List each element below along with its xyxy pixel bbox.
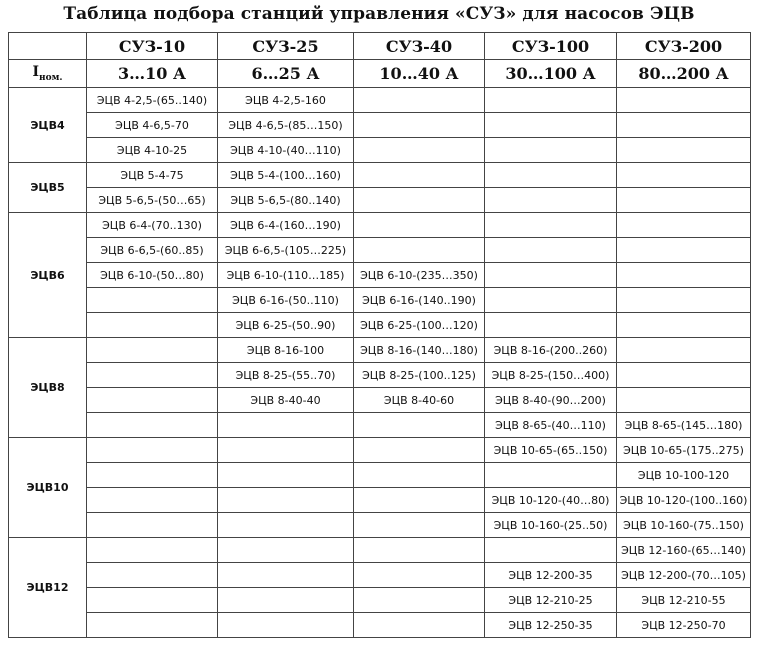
pump-variant-cell: ЭЦВ 6-10-(235…350) [354,263,485,288]
pump-variant-cell: ЭЦВ 12-250-35 [485,613,617,638]
table-row [9,613,751,638]
current-range-header: 30…100 А [485,60,617,88]
pump-variant-cell: ЭЦВ 12-210-25 [485,588,617,613]
table-row [9,138,751,163]
pump-variant-cell [485,238,617,263]
pump-variant-cell [485,188,617,213]
table-row [9,513,751,538]
table-row [9,88,751,113]
pump-variant-cell [354,238,485,263]
station-header: СУЗ-100 [485,33,617,60]
table-row [9,563,751,588]
pump-variant-cell [617,238,751,263]
nominal-current-label: $I_{ном.}$ [9,60,87,88]
pump-variant-cell: ЭЦВ 4-10-(40…110) [218,138,354,163]
table-row [9,588,751,613]
station-header: СУЗ-25 [218,33,354,60]
pump-model-cell: ЭЦВ5 [9,163,87,213]
pump-variant-cell: ЭЦВ 6-4-(160…190) [218,213,354,238]
pump-variant-cell: ЭЦВ 5-6,5-(80..140) [218,188,354,213]
table-row [9,488,751,513]
table-row [9,313,751,338]
pump-variant-cell: ЭЦВ 8-16-(200..260) [485,338,617,363]
pump-variant-cell: ЭЦВ 4-2,5-(65..140) [87,88,218,113]
pump-variant-cell: ЭЦВ 4-6,5-(85…150) [218,113,354,138]
pump-variant-cell: ЭЦВ 6-6,5-(105…225) [218,238,354,263]
table-title: Таблица подбора станций управления «СУЗ» для насосов ЭЦВ [63,4,695,24]
table-row [9,438,751,463]
pump-variant-cell [617,88,751,113]
station-header-row [9,33,751,60]
pump-variant-cell [354,563,485,588]
pump-variant-cell [617,163,751,188]
pump-variant-cell: ЭЦВ 4-2,5-160 [218,88,354,113]
pump-variant-cell: ЭЦВ 10-120-(100..160) [617,488,751,513]
pump-variant-cell: ЭЦВ 8-16-100 [218,338,354,363]
pump-variant-cell [218,588,354,613]
pump-variant-cell [617,363,751,388]
table-row [9,188,751,213]
pump-variant-cell [87,338,218,363]
pump-variant-cell: ЭЦВ 12-210-55 [617,588,751,613]
pump-variant-cell: ЭЦВ 6-25-(50..90) [218,313,354,338]
table-row [9,213,751,238]
pump-variant-cell [354,213,485,238]
pump-variant-cell [354,438,485,463]
pump-variant-cell [218,488,354,513]
pump-variant-cell [485,288,617,313]
pump-variant-cell [218,463,354,488]
pump-variant-cell [354,138,485,163]
table-row [9,163,751,188]
pump-variant-cell [617,388,751,413]
pump-variant-cell [485,163,617,188]
pump-variant-cell [617,338,751,363]
pump-variant-cell [218,413,354,438]
pump-variant-cell [617,188,751,213]
pump-variant-cell: ЭЦВ 8-40-(90…200) [485,388,617,413]
pump-model-cell: ЭЦВ6 [9,213,87,338]
table-row [9,463,751,488]
table-row [9,538,751,563]
pump-variant-cell: ЭЦВ 10-65-(65..150) [485,438,617,463]
station-header: СУЗ-200 [617,33,751,60]
pump-model-cell: ЭЦВ8 [9,338,87,438]
pump-variant-cell: ЭЦВ 5-4-(100…160) [218,163,354,188]
pump-variant-cell [87,288,218,313]
selection-table [8,32,751,638]
pump-variant-cell: ЭЦВ 6-16-(140..190) [354,288,485,313]
pump-variant-cell: ЭЦВ 8-65-(145…180) [617,413,751,438]
pump-variant-cell [617,263,751,288]
pump-variant-cell: ЭЦВ 5-6,5-(50…65) [87,188,218,213]
table-row [9,263,751,288]
pump-variant-cell [354,488,485,513]
table-row [9,413,751,438]
pump-variant-cell [354,413,485,438]
pump-variant-cell: ЭЦВ 10-100-120 [617,463,751,488]
pump-variant-cell [87,463,218,488]
pump-variant-cell: ЭЦВ 6-6,5-(60..85) [87,238,218,263]
pump-variant-cell [218,513,354,538]
table-row [9,388,751,413]
pump-variant-cell [87,388,218,413]
pump-variant-cell [354,588,485,613]
pump-variant-cell [617,113,751,138]
pump-variant-cell [485,88,617,113]
pump-variant-cell [617,313,751,338]
pump-variant-cell: ЭЦВ 12-160-(65…140) [617,538,751,563]
pump-variant-cell: ЭЦВ 8-25-(55..70) [218,363,354,388]
pump-variant-cell: ЭЦВ 5-4-75 [87,163,218,188]
pump-variant-cell [354,613,485,638]
pump-variant-cell [218,613,354,638]
pump-variant-cell: ЭЦВ 8-40-60 [354,388,485,413]
pump-variant-cell: ЭЦВ 10-160-(25..50) [485,513,617,538]
corner-cell [9,33,87,60]
table-body [9,88,751,638]
pump-variant-cell [87,363,218,388]
pump-variant-cell [354,88,485,113]
table-row [9,288,751,313]
pump-variant-cell: ЭЦВ 8-25-(100..125) [354,363,485,388]
pump-variant-cell: ЭЦВ 4-6,5-70 [87,113,218,138]
pump-variant-cell [485,463,617,488]
station-header: СУЗ-40 [354,33,485,60]
pump-variant-cell [87,538,218,563]
pump-variant-cell: ЭЦВ 12-250-70 [617,613,751,638]
pump-model-cell: ЭЦВ12 [9,538,87,638]
pump-variant-cell: ЭЦВ 8-16-(140…180) [354,338,485,363]
pump-variant-cell: ЭЦВ 6-25-(100…120) [354,313,485,338]
pump-variant-cell [485,538,617,563]
pump-variant-cell [485,313,617,338]
table-row [9,363,751,388]
pump-variant-cell [87,313,218,338]
pump-variant-cell: ЭЦВ 6-4-(70..130) [87,213,218,238]
pump-variant-cell: ЭЦВ 6-10-(50…80) [87,263,218,288]
pump-variant-cell [87,588,218,613]
pump-variant-cell: ЭЦВ 8-25-(150…400) [485,363,617,388]
pump-variant-cell [218,438,354,463]
pump-variant-cell [485,138,617,163]
pump-variant-cell: ЭЦВ 4-10-25 [87,138,218,163]
current-range-header: 3…10 А [87,60,218,88]
pump-variant-cell [617,213,751,238]
pump-variant-cell [354,113,485,138]
pump-variant-cell [87,613,218,638]
pump-variant-cell: ЭЦВ 6-16-(50..110) [218,288,354,313]
current-range-header: 80…200 А [617,60,751,88]
pump-variant-cell: ЭЦВ 12-200-(70…105) [617,563,751,588]
pump-variant-cell [87,413,218,438]
pump-variant-cell [617,138,751,163]
pump-variant-cell: ЭЦВ 10-160-(75..150) [617,513,751,538]
table-row [9,338,751,363]
pump-variant-cell [617,288,751,313]
pump-variant-cell [485,113,617,138]
pump-variant-cell [87,513,218,538]
pump-variant-cell: ЭЦВ 12-200-35 [485,563,617,588]
station-header: СУЗ-10 [87,33,218,60]
table-row [9,238,751,263]
pump-variant-cell: ЭЦВ 10-120-(40…80) [485,488,617,513]
pump-variant-cell [485,213,617,238]
current-header-row [9,60,751,88]
pump-variant-cell [485,263,617,288]
pump-variant-cell [354,538,485,563]
pump-variant-cell [354,463,485,488]
pump-model-cell: ЭЦВ4 [9,88,87,163]
pump-variant-cell [354,513,485,538]
pump-variant-cell [87,563,218,588]
pump-variant-cell [218,538,354,563]
current-range-header: 6…25 А [218,60,354,88]
pump-model-cell: ЭЦВ10 [9,438,87,538]
table-row [9,113,751,138]
pump-variant-cell: ЭЦВ 10-65-(175..275) [617,438,751,463]
pump-variant-cell: ЭЦВ 8-40-40 [218,388,354,413]
pump-variant-cell [87,438,218,463]
pump-variant-cell [218,563,354,588]
pump-variant-cell [354,188,485,213]
current-range-header: 10…40 А [354,60,485,88]
pump-variant-cell [87,488,218,513]
pump-variant-cell [354,163,485,188]
pump-variant-cell: ЭЦВ 6-10-(110…185) [218,263,354,288]
pump-variant-cell: ЭЦВ 8-65-(40…110) [485,413,617,438]
